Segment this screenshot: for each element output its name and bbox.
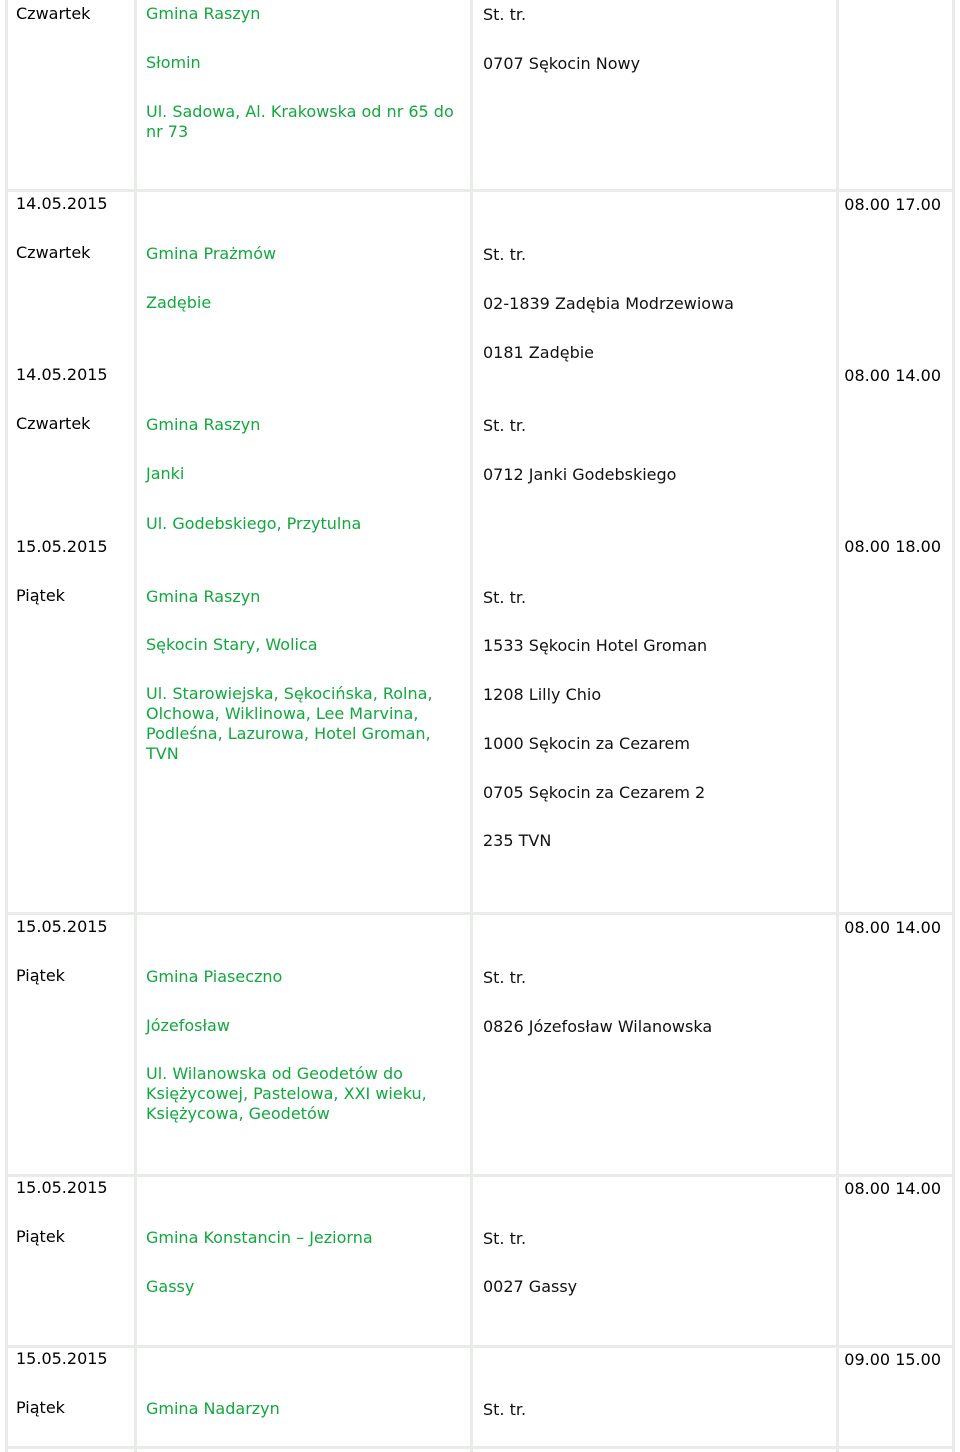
day-label: Czwartek [16,414,91,433]
station-type-label: St. tr. [483,5,527,24]
gmina-name: Gmina Piaseczno [146,967,283,986]
station-item: 1208 Lilly Chio [483,685,602,704]
place-name: Gassy [146,1277,195,1296]
date-label: 14.05.2015 [16,365,108,384]
day-label: Piątek [16,1227,65,1246]
station-type-label: St. tr. [483,968,527,987]
row-separator [5,1174,955,1177]
hours-label: 08.00 17.00 [844,195,941,214]
street-list: Ul. Sadowa, Al. Krakowska od nr 65 do nr 73 [146,102,454,141]
date-label: 15.05.2015 [16,537,108,556]
place-name: Słomin [146,53,201,72]
date-label: 15.05.2015 [16,1349,108,1368]
station-type-label: St. tr. [483,416,527,435]
row-separator [5,189,955,192]
gmina-name: Gmina Prażmów [146,244,277,263]
station-item: 0027 Gassy [483,1277,578,1296]
place-name: Janki [146,464,185,483]
table-border-col2 [470,0,473,1452]
station-item: 0705 Sękocin za Cezarem 2 [483,783,706,802]
station-type-label: St. tr. [483,1400,527,1419]
day-label: Piątek [16,1398,65,1417]
table-border-col1 [134,0,137,1452]
day-label: Czwartek [16,4,91,23]
station-item: 1533 Sękocin Hotel Groman [483,636,708,655]
street-list: Ul. Starowiejska, Sękocińska, Rolna, Olchowa, Wiklinowa, Lee Marvina, Podleśna, Lazurowa, Hotel Groman, TVN [146,684,433,763]
day-label: Piątek [16,966,65,985]
station-item: 0712 Janki Godebskiego [483,465,677,484]
date-label: 14.05.2015 [16,194,108,213]
date-label: 15.05.2015 [16,917,108,936]
station-item: 1000 Sękocin za Cezarem [483,734,690,753]
station-item: 02-1839 Zadębia Modrzewiowa [483,294,734,313]
hours-label: 09.00 15.00 [844,1350,941,1369]
gmina-name: Gmina Raszyn [146,4,261,23]
station-type-label: St. tr. [483,1229,527,1248]
date-label: 15.05.2015 [16,1178,108,1197]
station-item: 0707 Sękocin Nowy [483,54,641,73]
row-separator [5,912,955,915]
station-type-label: St. tr. [483,245,527,264]
table-border-bottom [5,1446,955,1449]
street-list: Ul. Godebskiego, Przytulna [146,514,362,533]
station-type-label: St. tr. [483,588,527,607]
place-name: Zadębie [146,293,212,312]
row-separator [5,1345,955,1348]
gmina-name: Gmina Nadarzyn [146,1399,280,1418]
hours-label: 08.00 18.00 [844,537,941,556]
day-label: Czwartek [16,243,91,262]
station-item: 235 TVN [483,831,552,850]
place-name: Józefosław [146,1016,230,1035]
place-name: Sękocin Stary, Wolica [146,635,318,654]
station-item: 0826 Józefosław Wilanowska [483,1017,713,1036]
hours-label: 08.00 14.00 [844,918,941,937]
station-item: 0181 Zadębie [483,343,595,362]
gmina-name: Gmina Konstancin – Jeziorna [146,1228,373,1247]
table-border-right [952,0,955,1452]
table-border-left [5,0,8,1452]
hours-label: 08.00 14.00 [844,366,941,385]
day-label: Piątek [16,586,65,605]
table-border-col3 [836,0,839,1452]
hours-label: 08.00 14.00 [844,1179,941,1198]
street-list: Ul. Wilanowska od Geodetów do Księżycowej, Pastelowa, XXI wieku, Księżycowa, Geodetów [146,1064,427,1123]
gmina-name: Gmina Raszyn [146,415,261,434]
gmina-name: Gmina Raszyn [146,587,261,606]
